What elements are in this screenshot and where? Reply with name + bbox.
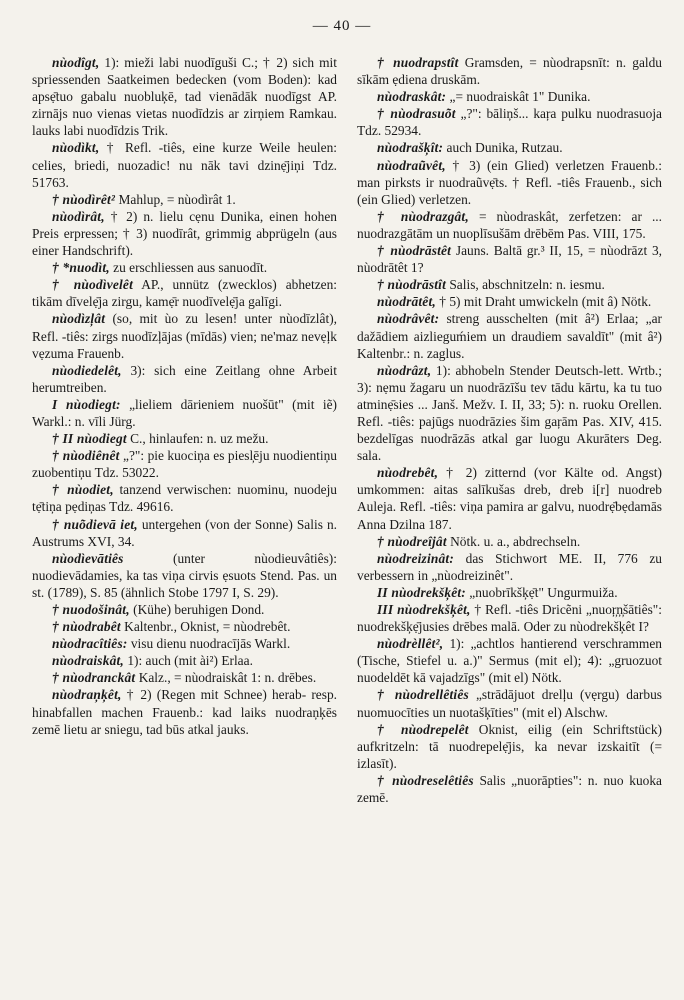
entry-headword: † nùodiet,: [52, 482, 114, 498]
entry-text: † 3) (ein Glied) verletzen Frauenb.: man pirksts ir nuodraũvẹ̄ts. † Refl. -tiês Frauenb., sich (ein Glied) verletzen.: [357, 157, 662, 207]
dictionary-entry: [32, 208, 337, 259]
dictionary-entry: [32, 276, 337, 310]
entry-headword: nùodraskât:: [377, 89, 447, 105]
dictionary-entry: [32, 618, 337, 635]
dictionary-entry: [357, 310, 662, 361]
entry-text: 1): „achtlos hantierend verschrammen (Tische, Stiefel u. a.)" Sermus (mit el); 4): „gruozuot nuodeldēt kā vajadzīgs" (mit el) Nötk.: [357, 636, 662, 686]
entry-headword: † nùodreîjât: [377, 533, 447, 549]
dictionary-entry: [32, 447, 337, 481]
entry-text: (so, mit ùo zu lesen! unter nùodīzlât), Refl. -tiês: zirgs nuodīzļājas (mīdās) vien; ne'maz nevẹļk vẹzuma Frauenb.: [32, 311, 337, 361]
dictionary-entry: [32, 396, 337, 430]
entry-text: Jauns. Baltā gr.³ II, 15, = nùodrāzt 3, nùodrātêt 1?: [357, 243, 662, 276]
entry-headword: † nùodìvelêt: [52, 277, 133, 293]
entry-headword: † nùodreselêtiês: [377, 772, 474, 788]
entry-headword: † nùodrabêt: [52, 619, 121, 635]
entry-text: AP., unnütz (zwecklos) abhetzen: tikām dīvelẹ̄ja zirgu, kamẹ̄r nuodīvelẹ̄ja galīgi.: [32, 277, 337, 310]
entry-text: 1): mieži labi nuodīguši C.; † 2) sich mit spriessenden Saatkeimen bedecken (vom Boden): kad apsẹ̄tuo gabalu nuobluķē, tad vienādāk nuodīgst AP. zirnājs nuo vienas vietas nuodīdzis ar zirņiem Ramkau. lauks labi nuodīdzis Trik.: [32, 55, 337, 139]
dictionary-entry: [32, 481, 337, 515]
dictionary-entry: [32, 139, 337, 190]
entry-text: 3): sich eine Zeitlang ohne Arbeit herumtreiben.: [32, 362, 337, 395]
entry-text: † 5) mit Draht umwickeln (mit â) Nötk.: [435, 294, 652, 310]
dictionary-entry: [357, 54, 662, 88]
entry-headword: † nuõdievā iet,: [52, 516, 138, 532]
dictionary-entry: [32, 550, 337, 601]
entry-text: C., hinlaufen: n. uz mežu.: [126, 431, 269, 447]
dictionary-entry: [32, 191, 337, 208]
dictionary-entry: [357, 293, 662, 310]
entry-headword: † nùodiênêt: [52, 448, 120, 464]
dictionary-entry: [32, 652, 337, 669]
dictionary-entry: [357, 533, 662, 550]
entry-headword: nùodrašķît:: [377, 140, 444, 156]
dictionary-entry: [32, 54, 337, 139]
entry-text: „?": bāliņš... kaŗa pulku nuodrasuoja Tdz. 52934.: [357, 106, 662, 139]
entry-text: † Refl. -tiês Dricẽni „nuoŗ̦ņ̦šātiês": nuodrekšķẹ̄jusies drēbes malā. Oder zu nùodrekšķêt I?: [357, 602, 662, 635]
entry-headword: † nùodrāstêt: [377, 243, 452, 259]
dictionary-entry: [357, 686, 662, 720]
entry-text: Kaltenbr., Oknist, = nùodrebêt.: [120, 619, 291, 635]
left-column: [32, 54, 337, 994]
entry-text: 1): auch (mit ài²) Erlaa.: [123, 653, 253, 669]
entry-text: Kalz., = nùodraiskât 1: n. drēbes.: [135, 670, 317, 686]
entry-headword: II nùodrekšķêt:: [377, 584, 466, 600]
dictionary-entry: [357, 550, 662, 584]
entry-headword: nùodìkt,: [52, 140, 100, 156]
entry-text: zu erschliessen aus sanuodīt.: [109, 260, 268, 276]
entry-text: „= nuodraiskât 1" Dunika.: [446, 89, 591, 105]
entry-text: Nötk. u. a., abdrechseln.: [446, 533, 581, 549]
entry-text: † 2) zitternd (vor Kälte od. Angst) umkommen: aitas salīkušas dreb, dreb i[r] nuodreb Auleja. Refl. -tiês: viņa pamira ar galvu, nuodrẹ̄bẹdamās Anna Dzilna 187.: [357, 465, 662, 532]
dictionary-entry: [357, 88, 662, 105]
entry-text: „nuobrīkšķẹ̄t" Ungurmuiža.: [465, 584, 618, 600]
entry-headword: nùodîgt,: [52, 55, 100, 70]
entry-headword: nùodiedelêt,: [52, 362, 122, 378]
entry-text: streng ausschelten (mit â²) Erlaa; „ar dažādiem aizlieguḿiem un draudiem savaldīt" (mit â²) Kaltenbr.: n. zaglus.: [357, 311, 662, 361]
entry-headword: † nùodranckât: [52, 670, 136, 686]
entry-headword: nùodìevātiês: [52, 550, 124, 566]
entry-headword: † nùodrazgât,: [377, 208, 469, 224]
dictionary-entry: [32, 430, 337, 447]
entry-headword: nùodìrât,: [52, 208, 105, 224]
dictionary-entry: [357, 772, 662, 806]
entry-headword: nùodìzļât: [52, 311, 106, 327]
dictionary-entry: [357, 601, 662, 635]
entry-headword: nùodracîtiês:: [52, 636, 128, 652]
entry-headword: nùodreizinât:: [377, 550, 455, 566]
entry-headword: I nùodiegt:: [52, 396, 121, 412]
entry-text: (Kühe) beruhigen Dond.: [129, 602, 265, 617]
dictionary-entry: [32, 686, 337, 737]
dictionary-entry: [32, 601, 337, 618]
entry-headword: † *nuodìt,: [52, 260, 110, 276]
entry-headword: † nuodrapstît: [377, 55, 459, 70]
dictionary-entry: [357, 242, 662, 276]
entry-headword: nùodraiskât,: [52, 653, 124, 669]
entry-text: (unter nùodieuvâtiês): nuodievādamies, ka tas viņa cirvis ẹsuots Stend. Pas. un st. (1789), S. 85 (ähnlich Stobe 1797 I, S. 29).: [32, 550, 337, 600]
entry-headword: nùodraņķêt,: [52, 687, 122, 703]
entry-text: untergehen (von der Sonne) Salis n. Austrums XVI, 34.: [32, 516, 337, 549]
entry-text: Salis, abschnitzeln: n. iesmu.: [446, 277, 605, 293]
entry-text: „lieliem dārieniem nuošūt" (mit iẽ) Warkl.: n. vīli Jürg.: [32, 396, 337, 429]
entry-text: Mahlup, = nùodìrât 1.: [115, 191, 236, 207]
entry-text: „?": pie kuociņa es piesl̦ēju nuodientiņu zuobentiņu Tdz. 53022.: [32, 448, 337, 481]
entry-headword: nùodrātêt,: [377, 294, 436, 310]
entry-headword: nùodrâzt,: [377, 362, 432, 378]
page-number: — 40 —: [312, 18, 372, 34]
entry-text: „strādājuot drelļu (vẹrgu) darbus nuomuocīties un nuotašķīties" (mit el) Alschw.: [357, 687, 662, 720]
entry-headword: nùodrâvêt:: [377, 311, 440, 327]
entry-headword: nùodraũvêt,: [377, 157, 446, 173]
entry-headword: † II nùodiegt: [52, 431, 127, 447]
entry-headword: † nùodrepelêt: [377, 721, 469, 737]
entry-text: Salis „nuorāpties": n. nuo kuoka zemē.: [357, 772, 662, 806]
entry-text: tanzend verwischen: nuominu, nuodeju tẹ̄tiņa pẹdiņas Tdz. 49616.: [32, 482, 337, 515]
dictionary-entry: [357, 362, 662, 465]
entry-text: † 2) n. lielu cẹnu Dunika, einen hohen Preis erpressen; † 3) nuodīrât, grimmig abprügeln (aus einer Handschrift).: [32, 208, 337, 259]
entry-text: = nùodraskât, zerfetzen: ar ... nuodrazgātām un nuoplīsušām drēbēm Pas. VIII, 175.: [357, 208, 662, 241]
dictionary-entry: [357, 635, 662, 686]
dictionary-entry: [357, 105, 662, 139]
dictionary-entry: [32, 669, 337, 686]
entry-headword: † nùodrellêtiês: [377, 687, 469, 703]
dictionary-entry: [357, 464, 662, 532]
dictionary-entry: [357, 276, 662, 293]
entry-text: † 2) (Regen mit Schnee) herab- resp. hinabfallen machen Frauenb.: kad laiks nuodraņķēs zemē lietu ar sniegu, tad būs atkal jauks.: [32, 687, 337, 737]
entry-text: auch Dunika, Rutzau.: [443, 140, 563, 156]
dictionary-entry: [32, 635, 337, 652]
entry-text: das Stichwort ME. II, 776 zu verbessern in „nùodreizinêt".: [357, 550, 662, 583]
dictionary-entry: [32, 310, 337, 361]
dictionary-entry: [357, 139, 662, 156]
dictionary-entry: [357, 584, 662, 601]
entry-text: 1): abhobeln Stender Deutsch-lett. Wrtb.; 3): nẹmu žagaru un nuodrāzīšu tev tādu kārtu, ka tu tuo atminẹ̄sies ... Janš. Mežv. I. II, 33; 5): n. ruoku Orellen. Refl. -tiês: pajūgs nuodrāzies šim gaŗām Pas. XIV, 415. bezdelīgas nuodrāzās atkal gar luogu Akurāters Deg. sala.: [357, 362, 662, 464]
entry-text: Gramsden, = nùodrapsnīt: n. galdu sīkām ẹdiena druskām.: [357, 55, 662, 88]
entry-headword: † nùodrasuõt: [377, 106, 456, 122]
entry-headword: † nùodrāstît: [377, 277, 447, 293]
right-column: [357, 54, 662, 994]
entry-text: † Refl. -tiês, eine kurze Weile heulen: celies, briedi, nuozadic! nu nāk tavi dzinẹ̄jiņi Tdz. 51763.: [32, 140, 337, 190]
dictionary-entry: [32, 516, 337, 550]
entry-text: Oknist, eilig (ein Schriftstück) aufkritzeln: tā nuodrepelẹ̄jis, ka nevar izskaitīt (= izlasīt).: [357, 721, 662, 771]
entry-headword: † nuodošinât,: [52, 602, 130, 617]
dictionary-entry: [32, 362, 337, 396]
entry-headword: III nùodrekšķêt,: [377, 602, 471, 617]
dictionary-entry: [32, 259, 337, 276]
entry-headword: nùodrèllêt²,: [377, 636, 444, 652]
dictionary-entry: [357, 208, 662, 242]
entry-headword: nùodrebêt,: [377, 465, 439, 481]
entry-text: visu dienu nuodracījās Warkl.: [127, 636, 291, 652]
dictionary-entry: [357, 157, 662, 208]
entry-headword: † nùodìrêt²: [52, 191, 116, 207]
dictionary-entry: [357, 721, 662, 772]
